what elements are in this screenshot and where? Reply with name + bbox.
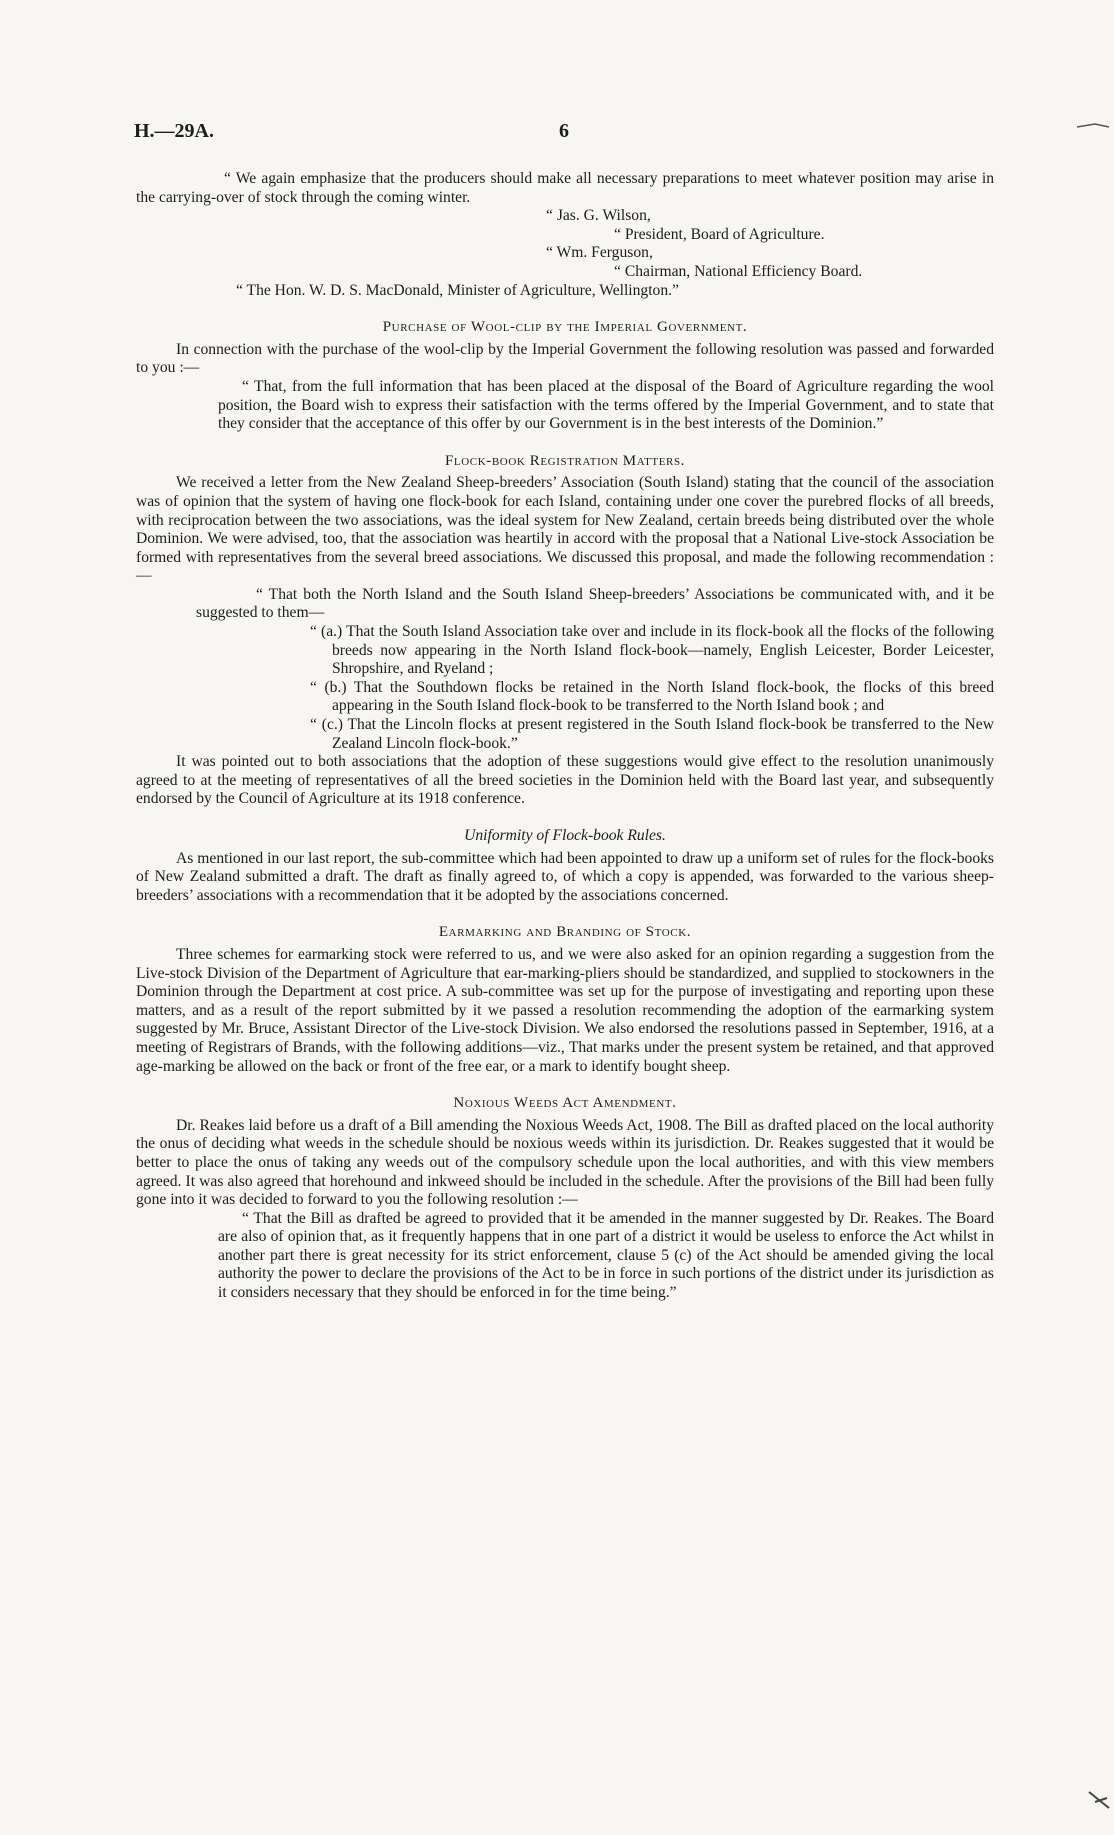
noxious-paragraph: Dr. Reakes laid before us a draft of a Bill amending the Noxious Weeds Act, 1908. The Bill as drafted placed on the local authority the onus of deciding what weeds in the schedule should be noxious weeds within its jurisdiction. Dr. Reakes suggested that it would be better to place the onus of taking any weeds out of the compulsory schedule upon the local authorities, and with this view members agreed. It was also agreed that horehound and inkweed should be included in the schedule. After the provisions of the Bill had been fully gone into it was decided to forward to you the following resolution :— — [136, 1116, 994, 1209]
page-body — [136, 170, 994, 1303]
uniformity-heading: Uniformity of Flock-book Rules. — [464, 827, 666, 844]
noxious-resolution: “ That the Bill as drafted be agreed to provided that it be amended in the manner suggested by Dr. Reakes. The Board are also of opinion that, as it frequently happens that in one part of a district it would be useless to enforce the Act whilst in another part there is great necessity for its strict enforcement, clause 5 (c) of the Act should be amended giving the local authority the power to declare the provisions of the Act to be in force in such portions of the district under its jurisdiction as it considers necessary that they should be enforced in for the time being.” — [218, 1209, 994, 1302]
addressee: “ The Hon. W. D. S. MacDonald, Minister of Agriculture, Wellington.” — [236, 281, 679, 299]
noxious-heading: Noxious Weeds Act Amendment. — [453, 1095, 677, 1112]
flock-heading: Flock-book Registration Matters. — [444, 452, 686, 469]
flock-paragraph-2: It was pointed out to both associations that the adoption of these suggestions would give effect to the resolution unanimously agreed to at the meeting of representatives of all the breed societies in the Dominion held with the Board last year, and subsequently endorsed by the Council of Agriculture at its 1918 conference. — [136, 753, 994, 808]
wool-resolution-block — [136, 378, 994, 434]
edge-mark-bottom — [1085, 1788, 1111, 1812]
noxious-resolution-block — [136, 1210, 994, 1303]
flock-item-c: “ (c.) That the Lincoln flocks at present registered in the South Island flock-book be transferred to the New Zealand Lincoln flock-book.” — [310, 716, 994, 752]
signer2-name: “ Wm. Ferguson, — [546, 244, 653, 262]
wool-heading: Purchase of Wool-clip by the Imperial Government. — [382, 319, 748, 336]
earmarking-heading: Earmarking and Branding of Stock. — [438, 924, 692, 941]
flock-recommendation-intro: “ That both the North Island and the South Island Sheep-breeders’ Associations be communicated with, and it be suggested to them— — [196, 585, 994, 622]
intro-quote: “ We again emphasize that the producers should make all necessary preparations to meet whatever position may arise in the carrying-over of stock through the coming winter. — [136, 170, 994, 206]
wool-resolution: “ That, from the full information that has been placed at the disposal of the Board of Agriculture regarding the wool position, the Board wish to express their satisfaction with the terms offered by the Imperial Government, and to state that they consider that the acceptance of this offer by our Government is in the best interests of the Dominion.” — [218, 377, 994, 433]
edge-mark-top — [1075, 118, 1111, 132]
document-code: H.—29A. — [134, 120, 214, 142]
wool-paragraph: In connection with the purchase of the wool-clip by the Imperial Government the following resolution was passed and forwarded to you :— — [136, 340, 994, 377]
page-header — [134, 120, 994, 154]
earmarking-paragraph: Three schemes for earmarking stock were referred to us, and we were also asked for an opinion regarding a suggestion from the Live-stock Division of the Department of Agriculture that ear-marking-pliers should be standardized, and supplied to stockowners in the Dominion through the Department at cost price. A sub-committee was set up for the purpose of investigating and reporting upon these matters, and as a result of the report submitted by it we passed a resolution recommending the adoption of the earmarking system suggested by Mr. Bruce, Assistant Director of the Live-stock Division. We also endorsed the resolutions passed in September, 1916, at a meeting of Registrars of Brands, with the following additions—viz., That marks under the present system be retained, and that approved age-marking be allowed on the back or front of the free ear, or a mark to identify bought sheep. — [136, 945, 994, 1075]
signer1-name: “ Jas. G. Wilson, — [546, 207, 651, 225]
signer2-title: “ Chairman, National Efficiency Board. — [614, 262, 863, 280]
flock-paragraph: We received a letter from the New Zealand Sheep-breeders’ Association (South Island) stating that the council of the association was of opinion that the system of having one flock-book for each Island, containing under one cover the purebred flocks of all breeds, with reciprocation between the two associations, was the ideal system for New Zealand, certain breeds being distributed over the whole Dominion. We were advised, too, that the association was heartily in accord with the proposal that a National Live-stock Association be formed with representatives from the several breed associations. We discussed this proposal, and made the following recommendation :— — [136, 474, 994, 585]
uniformity-paragraph: As mentioned in our last report, the sub-committee which had been appointed to draw up a uniform set of rules for the flock-books of New Zealand submitted a draft. The draft as finally agreed to, of which a copy is appended, was forwarded to the various sheep-breeders’ associations with a recommendation that it be adopted by the associations concerned. — [136, 849, 994, 904]
flock-item-b: “ (b.) That the Southdown flocks be retained in the North Island flock-book, the flocks of this breed appearing in the South Island flock-book to be transferred to the North Island book ; and — [310, 678, 994, 715]
signer1-title: “ President, Board of Agriculture. — [614, 225, 825, 243]
page-number: 6 — [559, 120, 569, 142]
flock-item-a: “ (a.) That the South Island Association take over and include in its flock-book all the flocks of the following breeds now appearing in the North Island flock-book—namely, English Leicester, Border Leicester, Shropshire, and Ryeland ; — [310, 623, 994, 678]
